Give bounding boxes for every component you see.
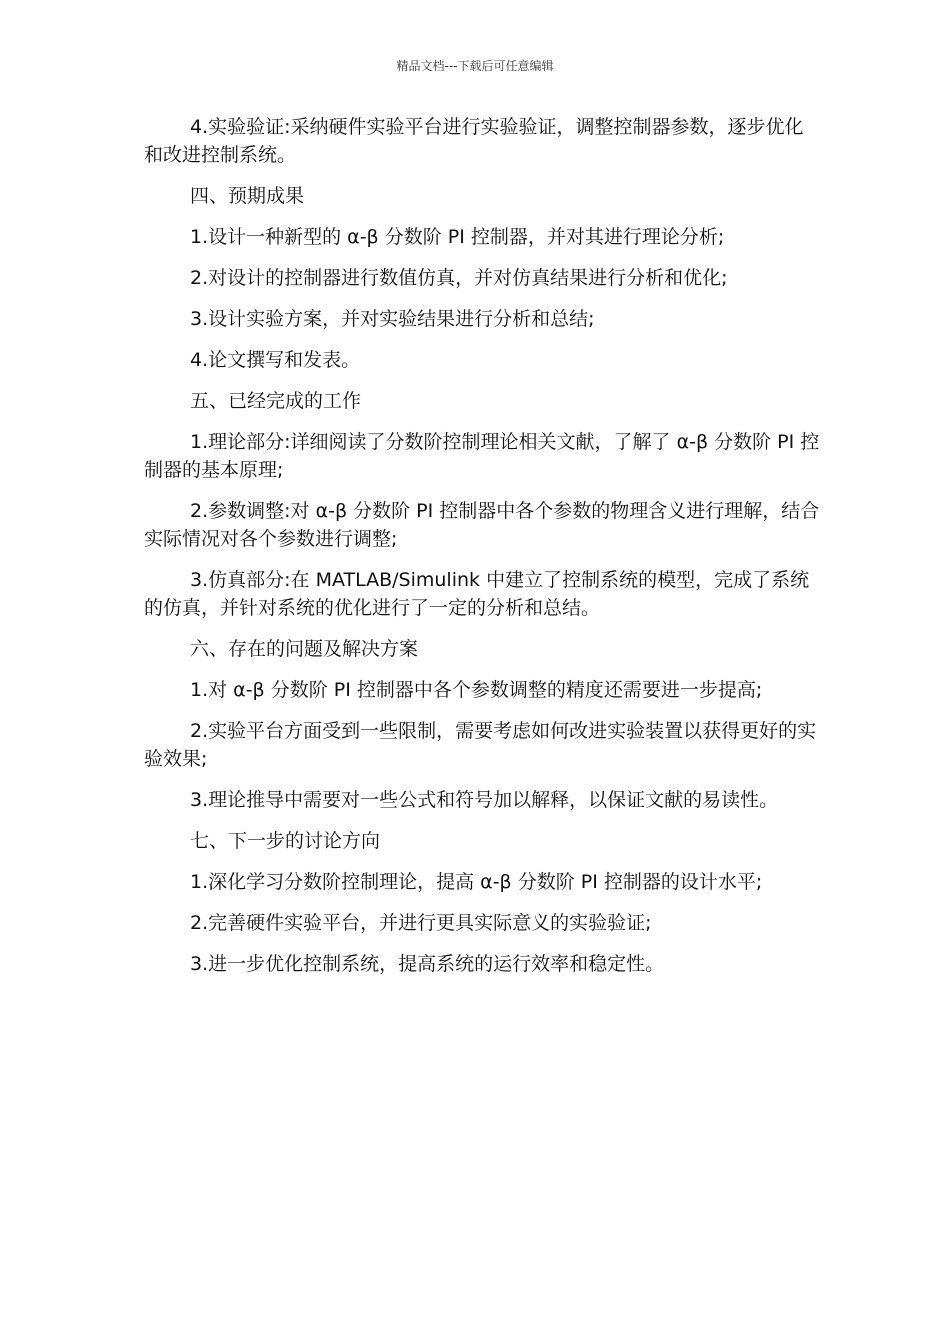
list-item-problem-2: 2.实验平台方面受到一些限制，需要考虑如何改进实验装置以获得更好的实验效果;: [144, 720, 817, 770]
section-heading-problems: 六、存在的问题及解决方案: [190, 638, 419, 660]
list-item-completed-1: 1.理论部分:详细阅读了分数阶控制理论相关文献，了解了 α-β 分数阶 PI 控制器的基本原理;: [144, 431, 820, 481]
list-item-result-4: 4.论文撰写和发表。: [190, 349, 361, 371]
list-item-result-1: 1.设计一种新型的 α-β 分数阶 PI 控制器，并对其进行理论分析;: [190, 226, 725, 248]
list-item-result-2: 2.对设计的控制器进行数值仿真，并对仿真结果进行分析和优化;: [190, 267, 728, 289]
paragraph-experiment-verification: 4.实验验证:采纳硬件实验平台进行实验验证，调整控制器参数，逐步优化和改进控制系统。: [144, 116, 804, 166]
list-item-next-3: 3.进一步优化控制系统，提高系统的运行效率和稳定性。: [190, 953, 665, 975]
section-heading-completed-work: 五、已经完成的工作: [190, 390, 362, 412]
list-item-completed-2: 2.参数调整:对 α-β 分数阶 PI 控制器中各个参数的物理含义进行理解，结合实际情况对各个参数进行调整;: [144, 500, 820, 550]
page-header: 精品文档---下载后可任意编辑: [396, 59, 554, 73]
document-body: [144, 113, 820, 991]
section-heading-next-steps: 七、下一步的讨论方向: [190, 830, 381, 852]
list-item-problem-1: 1.对 α-β 分数阶 PI 控制器中各个参数调整的精度还需要进一步提高;: [190, 679, 763, 701]
list-item-next-2: 2.完善硬件实验平台，并进行更具实际意义的实验验证;: [190, 912, 652, 934]
list-item-next-1: 1.深化学习分数阶控制理论，提高 α-β 分数阶 PI 控制器的设计水平;: [190, 871, 763, 893]
list-item-completed-3: 3.仿真部分:在 MATLAB/Simulink 中建立了控制系统的模型，完成了系统的仿真，并针对系统的优化进行了一定的分析和总结。: [144, 569, 810, 619]
list-item-problem-3: 3.理论推导中需要对一些公式和符号加以解释，以保证文献的易读性。: [190, 789, 779, 811]
section-heading-expected-results: 四、预期成果: [190, 185, 305, 207]
list-item-result-3: 3.设计实验方案，并对实验结果进行分析和总结;: [190, 308, 595, 330]
